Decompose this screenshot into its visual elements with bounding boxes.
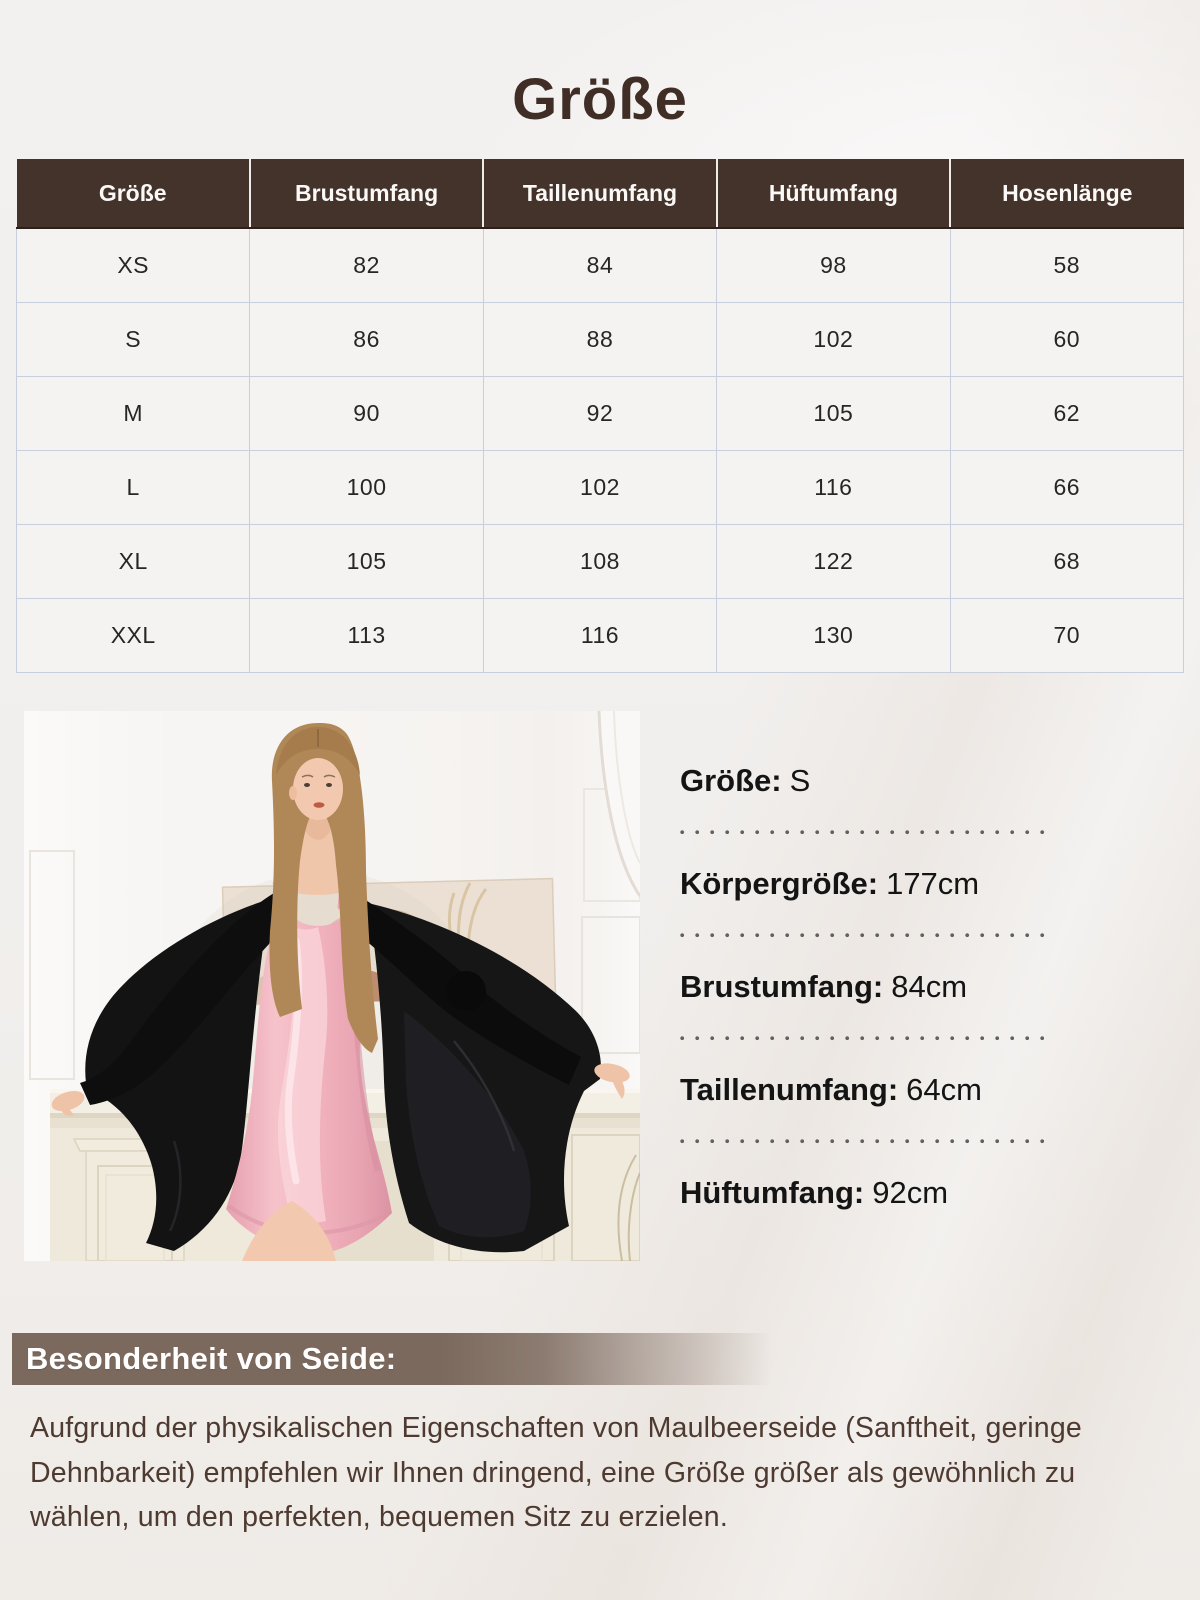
cell-hip: 130	[717, 599, 950, 673]
cell-hip: 105	[717, 377, 950, 451]
cell-size: XL	[17, 525, 250, 599]
model-measurements	[680, 711, 1052, 1261]
cell-bust: 113	[250, 599, 483, 673]
silk-note-body: Aufgrund der physikalischen Eigenschaften von Maulbeerseide (Sanftheit, geringe Dehnbarkeit) empfehlen wir Ihnen dringend, eine Größe größer als gewöhnlich zu wählen, um den perfekten, bequemen Sitz zu erzielen.	[30, 1412, 1082, 1534]
measurement-label: Größe:	[680, 763, 782, 798]
size-table-header	[17, 159, 1184, 228]
cell-bust: 90	[250, 377, 483, 451]
cell-bust: 100	[250, 451, 483, 525]
measurement-label: Taillenumfang:	[680, 1072, 899, 1107]
cell-waist: 84	[483, 228, 716, 303]
silk-note-banner	[12, 1333, 1200, 1385]
measurement-hip	[680, 1173, 1052, 1213]
cell-hip: 98	[717, 228, 950, 303]
cell-waist: 88	[483, 303, 716, 377]
cell-waist: 102	[483, 451, 716, 525]
dotted-divider	[680, 933, 1048, 938]
cell-pant-length: 58	[950, 228, 1183, 303]
col-header-size: Größe	[17, 159, 250, 228]
product-photo	[24, 711, 640, 1261]
measurement-label: Brustumfang:	[680, 969, 884, 1004]
measurement-value: S	[789, 763, 811, 798]
cell-size: M	[17, 377, 250, 451]
model-illustration	[24, 711, 640, 1261]
table-row	[17, 599, 1184, 673]
cell-hip: 116	[717, 451, 950, 525]
product-section	[0, 711, 1200, 1261]
page-title: Größe	[512, 67, 688, 132]
table-row	[17, 228, 1184, 303]
cell-bust: 86	[250, 303, 483, 377]
table-row	[17, 303, 1184, 377]
measurement-label: Hüftumfang:	[680, 1175, 865, 1210]
cell-pant-length: 66	[950, 451, 1183, 525]
measurement-value: 64cm	[906, 1072, 982, 1107]
dotted-divider	[680, 830, 1048, 835]
cell-hip: 102	[717, 303, 950, 377]
measurement-value: 84cm	[891, 969, 968, 1004]
cell-size: XS	[17, 228, 250, 303]
col-header-pant-length: Hosenlänge	[950, 159, 1183, 228]
cell-size: L	[17, 451, 250, 525]
cell-pant-length: 60	[950, 303, 1183, 377]
col-header-bust: Brustumfang	[250, 159, 483, 228]
measurement-value: 92cm	[872, 1175, 949, 1210]
table-row	[17, 451, 1184, 525]
measurement-waist	[680, 1070, 1052, 1110]
silk-note-heading: Besonderheit von Seide:	[26, 1341, 397, 1376]
cell-pant-length: 62	[950, 377, 1183, 451]
measurement-size	[680, 761, 1052, 801]
cell-pant-length: 70	[950, 599, 1183, 673]
measurement-height	[680, 864, 1052, 904]
cell-waist: 92	[483, 377, 716, 451]
col-header-waist: Taillenumfang	[483, 159, 716, 228]
cell-waist: 108	[483, 525, 716, 599]
dotted-divider	[680, 1139, 1048, 1144]
table-row	[17, 525, 1184, 599]
measurement-bust	[680, 967, 1052, 1007]
cell-bust: 105	[250, 525, 483, 599]
cell-hip: 122	[717, 525, 950, 599]
measurement-value: 177cm	[886, 866, 980, 901]
cell-pant-length: 68	[950, 525, 1183, 599]
cell-waist: 116	[483, 599, 716, 673]
dotted-divider	[680, 1036, 1048, 1041]
col-header-hip: Hüftumfang	[717, 159, 950, 228]
cell-bust: 82	[250, 228, 483, 303]
cell-size: S	[17, 303, 250, 377]
table-row	[17, 377, 1184, 451]
size-table	[16, 159, 1184, 673]
measurement-label: Körpergröße:	[680, 866, 879, 901]
cell-size: XXL	[17, 599, 250, 673]
